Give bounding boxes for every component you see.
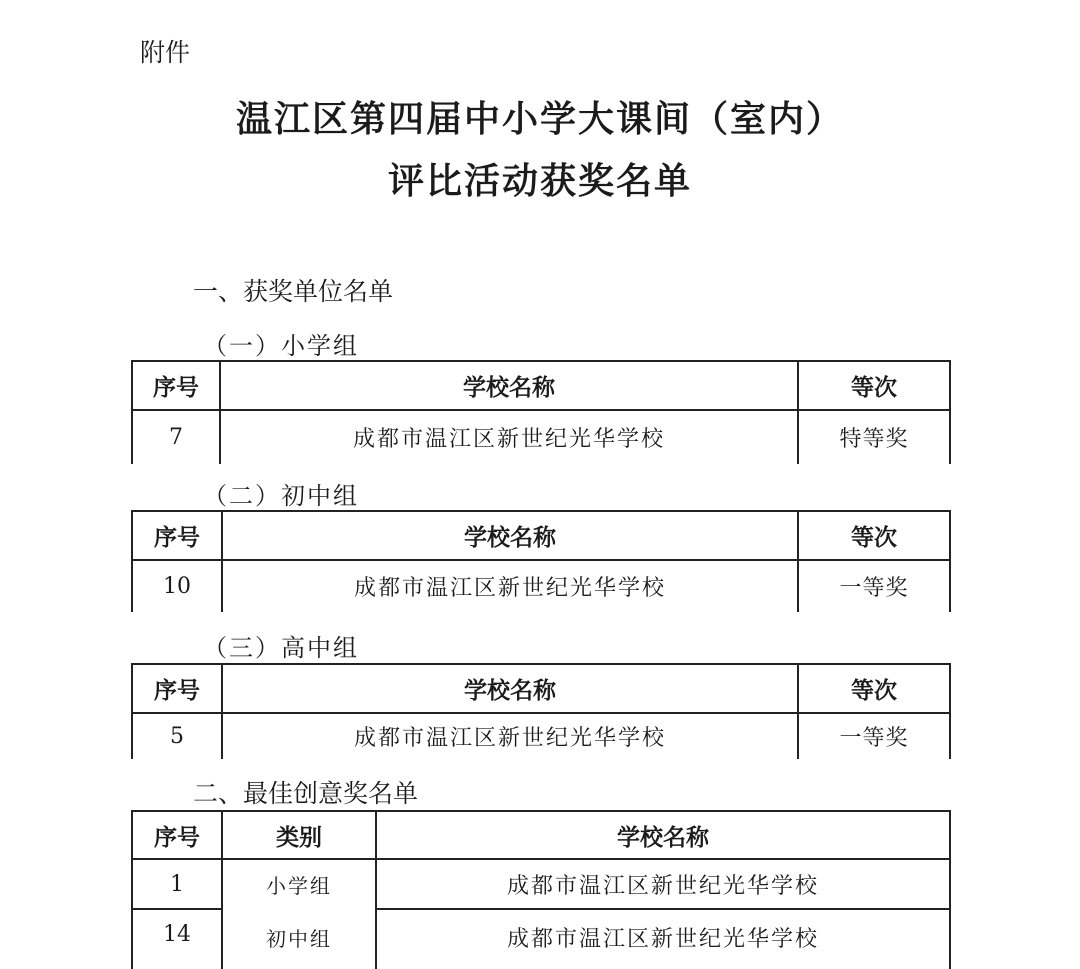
table-header-row bbox=[132, 511, 950, 560]
cell-no: 1 bbox=[132, 859, 222, 909]
header-no: 序号 bbox=[132, 511, 222, 560]
cell-no: 14 bbox=[132, 909, 222, 969]
header-no: 序号 bbox=[132, 811, 222, 859]
cell-school: 成都市温江区新世纪光华学校 bbox=[222, 713, 798, 759]
table-header-row bbox=[132, 664, 950, 713]
group-junior-label: （二）初中组 bbox=[203, 482, 359, 510]
header-rank: 等次 bbox=[798, 361, 950, 410]
table-row bbox=[132, 713, 950, 759]
table-row bbox=[132, 859, 950, 909]
header-rank: 等次 bbox=[798, 664, 950, 713]
header-category: 类别 bbox=[222, 811, 376, 859]
table-header-row bbox=[132, 361, 950, 410]
award-table-senior bbox=[131, 663, 951, 759]
award-table-primary bbox=[131, 360, 951, 464]
cell-rank: 特等奖 bbox=[798, 410, 950, 464]
table-header-row bbox=[132, 811, 950, 859]
award-table-junior bbox=[131, 510, 951, 612]
header-school: 学校名称 bbox=[222, 664, 798, 713]
cell-no: 7 bbox=[132, 410, 220, 464]
cell-rank: 一等奖 bbox=[798, 713, 950, 759]
table-row bbox=[132, 410, 950, 464]
section1-heading: 一、获奖单位名单 bbox=[193, 277, 394, 306]
group-primary-label: （一）小学组 bbox=[203, 332, 359, 360]
header-school: 学校名称 bbox=[222, 511, 798, 560]
header-school: 学校名称 bbox=[376, 811, 950, 859]
cell-school: 成都市温江区新世纪光华学校 bbox=[376, 859, 950, 909]
cell-category: 小学组 bbox=[222, 859, 376, 909]
section2-heading: 二、最佳创意奖名单 bbox=[193, 779, 419, 808]
best-creativity-table bbox=[131, 810, 951, 969]
cell-school: 成都市温江区新世纪光华学校 bbox=[220, 410, 798, 464]
header-rank: 等次 bbox=[798, 511, 950, 560]
table-row bbox=[132, 560, 950, 612]
attachment-label: 附件 bbox=[140, 38, 191, 67]
header-school: 学校名称 bbox=[220, 361, 798, 410]
cell-no: 5 bbox=[132, 713, 222, 759]
cell-no: 10 bbox=[132, 560, 222, 612]
cell-category: 初中组 bbox=[222, 909, 376, 969]
header-no: 序号 bbox=[132, 664, 222, 713]
group-senior-label: （三）高中组 bbox=[203, 634, 359, 662]
cell-school: 成都市温江区新世纪光华学校 bbox=[222, 560, 798, 612]
cell-school: 成都市温江区新世纪光华学校 bbox=[376, 909, 950, 969]
document-title-line1: 温江区第四届中小学大课间（室内） bbox=[235, 99, 844, 140]
cell-rank: 一等奖 bbox=[798, 560, 950, 612]
table-row bbox=[132, 909, 950, 969]
header-no: 序号 bbox=[132, 361, 220, 410]
document-title-line2: 评比活动获奖名单 bbox=[387, 161, 692, 202]
